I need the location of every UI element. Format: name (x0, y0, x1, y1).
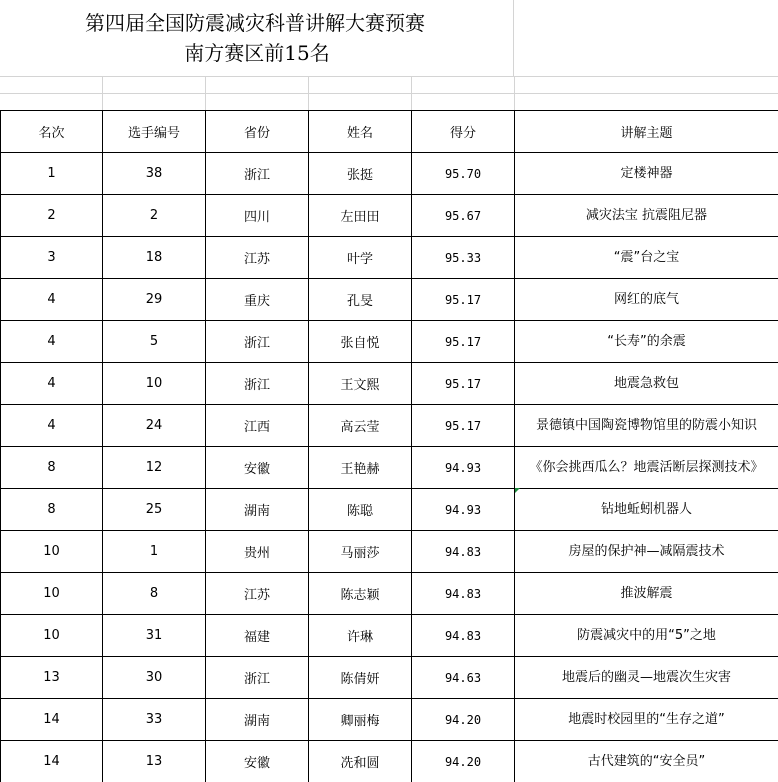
topic-cell[interactable]: 地震急救包 (515, 363, 778, 405)
province-cell[interactable]: 江苏 (206, 573, 309, 615)
name-cell[interactable]: 许琳 (309, 615, 412, 657)
table-row (1, 657, 778, 699)
table-row (1, 447, 778, 489)
province-cell[interactable]: 福建 (206, 615, 309, 657)
header-contestant-id[interactable]: 选手编号 (103, 111, 206, 153)
table-row (1, 279, 778, 321)
table-row (1, 153, 778, 195)
title-cell[interactable] (0, 0, 514, 76)
score-cell[interactable]: 94.83 (412, 615, 515, 657)
rank-cell[interactable]: 14 (1, 741, 103, 782)
province-cell[interactable]: 四川 (206, 195, 309, 237)
province-cell[interactable]: 江苏 (206, 237, 309, 279)
table-row (1, 489, 778, 531)
table-row (1, 573, 778, 615)
contestant-id-cell[interactable]: 13 (103, 741, 206, 782)
score-cell[interactable]: 94.63 (412, 657, 515, 699)
rank-cell[interactable]: 4 (1, 405, 103, 447)
rank-cell[interactable]: 4 (1, 363, 103, 405)
table-row (1, 363, 778, 405)
rank-cell[interactable]: 4 (1, 321, 103, 363)
score-cell[interactable]: 94.20 (412, 741, 515, 782)
score-cell[interactable]: 94.93 (412, 447, 515, 489)
table-row (1, 699, 778, 741)
score-cell[interactable]: 95.17 (412, 405, 515, 447)
table-row (1, 615, 778, 657)
name-cell[interactable]: 王艳赫 (309, 447, 412, 489)
score-cell[interactable]: 94.20 (412, 699, 515, 741)
table-row (1, 237, 778, 279)
header-province[interactable]: 省份 (206, 111, 309, 153)
table-row (1, 531, 778, 573)
score-cell[interactable]: 95.17 (412, 321, 515, 363)
topic-cell[interactable]: “长寿”的余震 (515, 321, 778, 363)
cell-comment-marker (515, 488, 520, 493)
topic-cell[interactable]: 景德镇中国陶瓷博物馆里的防震小知识 (515, 405, 778, 447)
name-cell[interactable]: 王文熙 (309, 363, 412, 405)
score-cell[interactable]: 94.83 (412, 573, 515, 615)
contestant-id-cell[interactable]: 8 (103, 573, 206, 615)
name-cell[interactable]: 陈聪 (309, 489, 412, 531)
score-cell[interactable]: 95.67 (412, 195, 515, 237)
contestant-id-cell[interactable]: 10 (103, 363, 206, 405)
name-cell[interactable]: 卿丽梅 (309, 699, 412, 741)
rank-cell[interactable]: 4 (1, 279, 103, 321)
name-cell[interactable]: 马丽莎 (309, 531, 412, 573)
header-name[interactable]: 姓名 (309, 111, 412, 153)
score-cell[interactable]: 95.17 (412, 363, 515, 405)
name-cell[interactable]: 陈志颖 (309, 573, 412, 615)
province-cell[interactable]: 重庆 (206, 279, 309, 321)
rank-cell[interactable]: 10 (1, 531, 103, 573)
topic-cell[interactable]: 网红的底气 (515, 279, 778, 321)
header-score[interactable]: 得分 (412, 111, 515, 153)
table-row (1, 195, 778, 237)
table-row (1, 741, 778, 782)
name-cell[interactable]: 陈倩妍 (309, 657, 412, 699)
score-cell[interactable]: 95.17 (412, 279, 515, 321)
title-line-1: 第四届全国防震减灾科普讲解大赛预赛 (0, 11, 512, 35)
title-line-2: 南方赛区前15名 (0, 41, 514, 65)
topic-cell[interactable]: 定楼神器 (515, 153, 778, 195)
name-cell[interactable]: 孔旻 (309, 279, 412, 321)
topic-cell[interactable]: “震”台之宝 (515, 237, 778, 279)
province-cell[interactable]: 湖南 (206, 699, 309, 741)
rank-cell[interactable]: 3 (1, 237, 103, 279)
topic-cell[interactable]: 推波解震 (515, 573, 778, 615)
name-cell[interactable]: 张挺 (309, 153, 412, 195)
province-cell[interactable]: 安徽 (206, 447, 309, 489)
contestant-id-cell[interactable]: 18 (103, 237, 206, 279)
topic-cell[interactable]: 地震后的幽灵—地震次生灾害 (515, 657, 778, 699)
rank-cell[interactable]: 13 (1, 657, 103, 699)
table-row (1, 405, 778, 447)
score-cell[interactable]: 94.93 (412, 489, 515, 531)
topic-cell[interactable]: 古代建筑的“安全员” (515, 741, 778, 782)
score-cell[interactable]: 95.33 (412, 237, 515, 279)
topic-cell[interactable]: 《你会挑西瓜么？地震活断层探测技术》 (515, 447, 778, 489)
contestant-id-cell[interactable]: 24 (103, 405, 206, 447)
score-cell[interactable]: 95.70 (412, 153, 515, 195)
topic-cell[interactable]: 减灾法宝 抗震阻尼器 (515, 195, 778, 237)
province-cell[interactable]: 贵州 (206, 531, 309, 573)
empty-grid-row[interactable] (0, 93, 778, 110)
province-cell[interactable]: 湖南 (206, 489, 309, 531)
topic-cell[interactable]: 房屋的保护神—减隔震技术 (515, 531, 778, 573)
name-cell[interactable]: 冼和圆 (309, 741, 412, 782)
province-cell[interactable]: 浙江 (206, 657, 309, 699)
contestant-id-cell[interactable]: 5 (103, 321, 206, 363)
rank-cell[interactable]: 10 (1, 573, 103, 615)
contestant-id-cell[interactable]: 38 (103, 153, 206, 195)
contestant-id-cell[interactable]: 31 (103, 615, 206, 657)
header-rank[interactable]: 名次 (1, 111, 103, 153)
rank-cell[interactable]: 8 (1, 447, 103, 489)
header-row (1, 111, 778, 153)
contestant-id-cell[interactable]: 2 (103, 195, 206, 237)
province-cell[interactable]: 浙江 (206, 153, 309, 195)
province-cell[interactable]: 江西 (206, 405, 309, 447)
header-topic[interactable]: 讲解主题 (515, 111, 778, 153)
rank-cell[interactable]: 10 (1, 615, 103, 657)
empty-grid-row[interactable] (0, 76, 778, 93)
name-cell[interactable]: 高云莹 (309, 405, 412, 447)
rank-cell[interactable]: 14 (1, 699, 103, 741)
contestant-id-cell[interactable]: 25 (103, 489, 206, 531)
rank-cell[interactable]: 1 (1, 153, 103, 195)
contestant-id-cell[interactable]: 12 (103, 447, 206, 489)
contestant-id-cell[interactable]: 30 (103, 657, 206, 699)
name-cell[interactable]: 左田田 (309, 195, 412, 237)
province-cell[interactable]: 浙江 (206, 363, 309, 405)
name-cell[interactable]: 叶学 (309, 237, 412, 279)
score-cell[interactable]: 94.83 (412, 531, 515, 573)
table-row (1, 321, 778, 363)
province-cell[interactable]: 安徽 (206, 741, 309, 782)
contestant-id-cell[interactable]: 1 (103, 531, 206, 573)
contestant-id-cell[interactable]: 29 (103, 279, 206, 321)
contestant-id-cell[interactable]: 33 (103, 699, 206, 741)
topic-cell[interactable]: 地震时校园里的“生存之道” (515, 699, 778, 741)
rank-cell[interactable]: 2 (1, 195, 103, 237)
topic-cell[interactable]: 钻地蚯蚓机器人 (515, 489, 778, 531)
province-cell[interactable]: 浙江 (206, 321, 309, 363)
results-table (0, 110, 778, 782)
rank-cell[interactable]: 8 (1, 489, 103, 531)
name-cell[interactable]: 张自悦 (309, 321, 412, 363)
topic-cell[interactable]: 防震减灾中的用“5”之地 (515, 615, 778, 657)
